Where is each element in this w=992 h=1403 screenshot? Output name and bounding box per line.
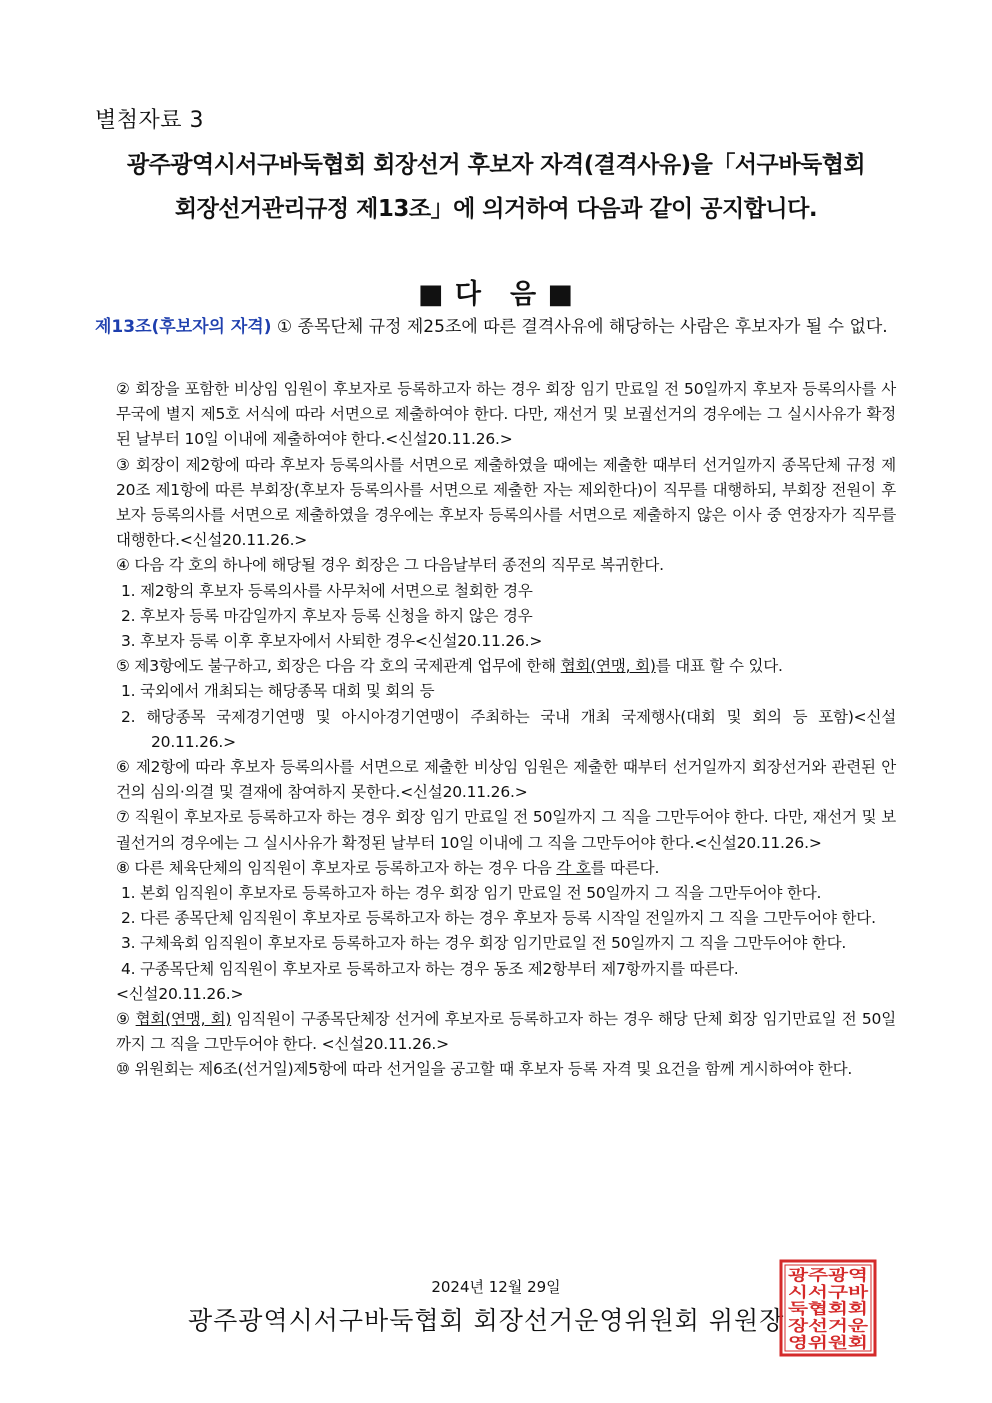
clause-9-underlined: 협회(연맹, 회) [135, 1010, 232, 1029]
clause-7: ⑦ 직원이 후보자로 등록하고자 하는 경우 회장 임기 만료일 전 50일까지 그 직을 그만두어야 한다. 다만, 재선거 및 보궐선거의 경우에는 그 실시사유가 확정된 날부터 10일 이내에 그 직을 그만두어야 한다.<신설20.11.26.> [116, 808, 896, 852]
clause-9-text-end: 임직원이 구종목단체장 선거에 후보자로 등록하고자 하는 경우 해당 단체 회장 임기만료일 전 50일까지 그 직을 그만두어야 한다. <신설20.11.26.> [116, 1010, 896, 1054]
official-seal-stamp [779, 1259, 877, 1357]
clause-2: ② 회장을 포함한 비상임 임원이 후보자로 등록하고자 하는 경우 회장 임기 만료일 전 50일까지 후보자 등록의사를 사무국에 별지 제5호 서식에 따라 서면으로 제출하여야 한다. 다만, 재선거 및 보궐선거의 경우에는 그 실시사유가 확정된 날부터 10일 이내에 제출하여야 한다.<신설20.11.26.> [116, 380, 896, 449]
clause-4-item: 3. 후보자 등록 이후 후보자에서 사퇴한 경우<신설20.11.26.> [121, 632, 543, 651]
seal-text-row: 둑협회회 [788, 1299, 868, 1318]
clause-8-item: 4. 구종목단체 임직원이 후보자로 등록하고자 하는 경우 동조 제2항부터 제7항까지를 따른다. [121, 959, 739, 978]
clause-4: ④ 다음 각 호의 하나에 해당될 경우 회장은 그 다음날부터 종전의 직무로 복귀한다. [116, 556, 664, 575]
clause-8-text-end: 를 따른다. [590, 858, 660, 877]
clause-8 [116, 856, 896, 881]
clause-8-item: 3. 구체육회 임직원이 후보자로 등록하고자 하는 경우 회장 임기만료일 전 50일까지 그 직을 그만두어야 한다. [121, 934, 847, 953]
clause-5-text-end: 를 대표 할 수 있다. [655, 657, 783, 676]
clause-5 [116, 654, 896, 679]
clause-6: ⑥ 제2항에 따라 후보자 등록의사를 서면으로 제출한 비상임 임원은 제출한 때부터 선거일까지 회장선거와 관련된 안건의 심의·의결 및 결재에 참여하지 못한다.<신설20.11.26.> [116, 758, 896, 802]
article-label: 제13조(후보자의 자격) [95, 317, 272, 337]
clause-4-item: 1. 제2항의 후보자 등록의사를 사무처에 서면으로 철회한 경우 [121, 581, 533, 600]
clause-10: ⑩ 위원회는 제6조(선거일)제5항에 따라 선거일을 공고할 때 후보자 등록 자격 및 요건을 함께 게시하여야 한다. [116, 1060, 853, 1079]
clause-8-underlined: 각 호 [556, 858, 591, 877]
clause-4-item: 2. 후보자 등록 마감일까지 후보자 등록 신청을 하지 않은 경우 [121, 606, 533, 625]
clause-5-underlined: 협회(연맹, 회) [560, 657, 656, 676]
article-body [116, 377, 896, 1083]
clause-5-item: 1. 국외에서 개최되는 해당종목 대회 및 회의 등 [121, 682, 435, 701]
clause-8-item: 1. 본회 임직원이 후보자로 등록하고자 하는 경우 회장 임기 만료일 전 50일까지 그 직을 그만두어야 한다. [121, 884, 822, 903]
seal-text-row: 광주광역 [786, 1266, 868, 1285]
article-13-intro [95, 313, 895, 342]
notice-date: 2024년 12월 29일 [431, 1278, 561, 1296]
clause-9 [116, 1007, 896, 1057]
seal-text-row: 장선거운 [788, 1316, 869, 1335]
attachment-label: 별첨자료 3 [95, 108, 204, 133]
seal-text-row: 영위원회 [788, 1333, 868, 1352]
section-heading: ■ 다 음 ■ [418, 279, 574, 310]
title-line-2: 회장선거관리규정 제13조」에 의거하여 다음과 같이 공지합니다. [174, 196, 818, 222]
seal-text-row: 시서구바 [788, 1282, 869, 1301]
clause-8-note: <신설20.11.26.> [116, 984, 244, 1003]
title-line-1: 광주광역시서구바둑협회 회장선거 후보자 자격(결격사유)을「서구바둑협회 [126, 152, 866, 178]
clause-8-text: ⑧ 다른 체육단체의 임직원이 후보자로 등록하고자 하는 경우 다음 [116, 858, 557, 877]
signature-line: 광주광역시서구바둑협회 회장선거운영위원회 위원장 [188, 1306, 785, 1335]
clause-8-item: 2. 다른 종목단체 임직원이 후보자로 등록하고자 하는 경우 후보자 등록 시작일 전일까지 그 직을 그만두어야 한다. [121, 909, 876, 928]
clause-5-item: 2. 해당종목 국제경기연맹 및 아시아경기연맹이 주최하는 국내 개최 국제행사(대회 및 회의 등 포함)<신설20.11.26.> [121, 707, 896, 751]
clause-5-text: ⑤ 제3항에도 불구하고, 회장은 다음 각 호의 국제관계 업무에 한해 [116, 657, 561, 676]
clause-9-text: ⑨ [116, 1010, 136, 1029]
article-clause-1: ① 종목단체 규정 제25조에 따른 결격사유에 해당하는 사람은 후보자가 될 수 없다. [271, 317, 888, 337]
clause-3: ③ 회장이 제2항에 따라 후보자 등록의사를 서면으로 제출하였을 때에는 제출한 때부터 선거일까지 종목단체 규정 제20조 제1항에 따른 부회장(후보자 등록의사를 서면으로 제출한 자는 제외한다)이 직무를 대행하되, 부회장 전원이 후보자 등록의사를 서면으로 제출하였을 경우에는 후보자 등록의사를 서면으로 제출하지 않은 이사 중 연장자가 직무를 대행한다.<신설20.11.26.> [116, 455, 896, 550]
